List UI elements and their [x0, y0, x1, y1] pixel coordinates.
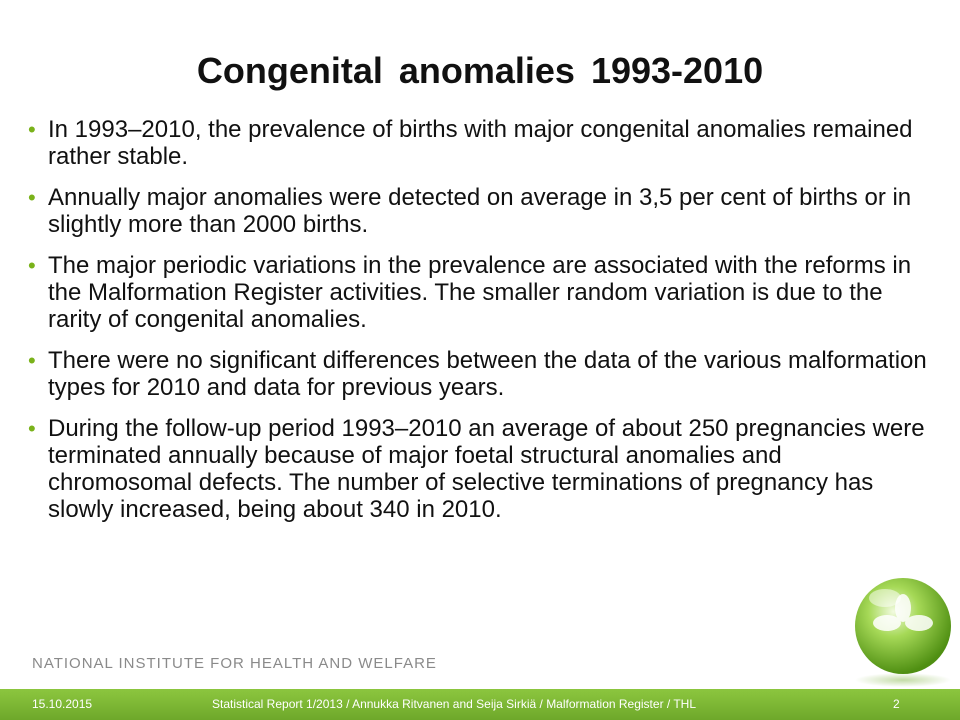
bullet-dot-icon: •	[28, 117, 36, 142]
footer-source: Statistical Report 1/2013 / Annukka Ritvanen and Seija Sirkiä / Malformation Register / THL	[212, 697, 697, 711]
bullet-list	[28, 116, 928, 537]
bullet-text: Annually major anomalies were detected on average in 3,5 per cent of births or in slightly more than 2000 births.	[48, 184, 912, 238]
bullet-dot-icon: •	[28, 348, 36, 373]
bullet-text: During the follow-up period 1993–2010 an average of about 250 pregnancies were terminated annually because of major foetal structural anomalies and chromosomal defects. The number of selective terminations of pregnancy has slowly increased, being about 340 in 2010.	[48, 415, 925, 523]
bullet-text: In 1993–2010, the prevalence of births with major congenital anomalies remained rather stable.	[48, 116, 913, 170]
slide-title: Congenital anomalies 1993-2010	[196, 50, 764, 91]
footer-bar	[0, 689, 960, 720]
bullet-text: There were no significant differences between the data of the various malformation types for 2010 and data for previous years.	[48, 347, 927, 401]
bullet-dot-icon: •	[28, 185, 36, 210]
page-number: 2	[893, 697, 900, 711]
bullet-item	[28, 347, 928, 401]
bullet-item	[28, 415, 928, 523]
bullet-item	[28, 184, 928, 238]
bullet-item	[28, 116, 928, 170]
bullet-item	[28, 252, 928, 333]
footer-date: 15.10.2015	[32, 697, 93, 711]
green-sphere-logo-icon	[845, 568, 960, 688]
organization-name: NATIONAL INSTITUTE FOR HEALTH AND WELFARE	[32, 655, 437, 672]
bullet-dot-icon: •	[28, 253, 36, 278]
bullet-dot-icon: •	[28, 416, 36, 441]
bullet-text: The major periodic variations in the prevalence are associated with the reforms in the Malformation Register activities. The smaller random variation is due to the rarity of congenital anomalies.	[48, 252, 912, 333]
